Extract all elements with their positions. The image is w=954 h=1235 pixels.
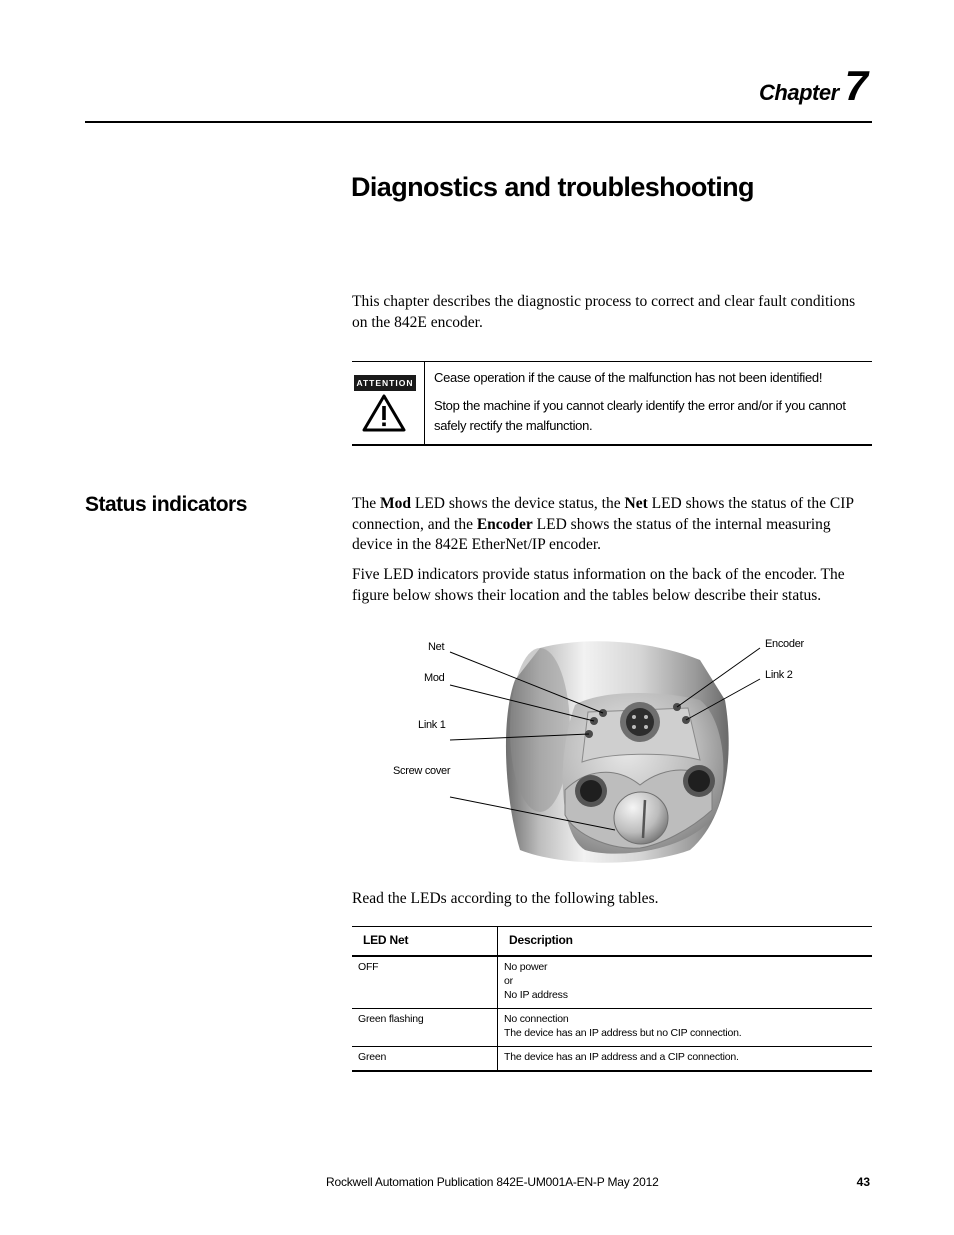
callout-net: Net [428,641,445,653]
callout-link-1: Link 1 [418,719,446,731]
attention-label: ATTENTION [354,375,416,391]
intro-paragraph: This chapter describes the diagnostic process to correct and clear fault conditions on the 842E encoder. [352,293,856,331]
column-header-description: Description [498,927,873,957]
encoder-photo [506,641,729,863]
cell-description [498,1047,873,1072]
table-row [352,1009,872,1047]
status-paragraph-1 [352,494,872,556]
attention-box [352,361,872,446]
text-run: The [352,495,380,512]
text-run: LED shows the status of the internal measuring device in the 842E EtherNet/IP encoder. [352,515,831,553]
status-paragraph-2: Five LED indicators provide status information on the back of the encoder. The figure below shows their location and the tables below describe their status. [352,566,845,604]
chapter-heading [759,62,868,110]
description-line: No connection [504,1013,569,1025]
term-mod: Mod [379,495,411,512]
description-line: The device has an IP address but no CIP connection. [504,1027,742,1039]
column-header-led: LED Net [352,927,498,957]
chapter-word: Chapter [759,80,839,105]
attention-line-2: Stop the machine if you cannot clearly identify the error and/or if you cannot safely rectify the malfunction. [434,398,846,433]
cell-led: Green [352,1047,498,1072]
text-run: LED shows the device status, the [410,495,625,512]
callout-encoder: Encoder [765,638,804,650]
description-line: No IP address [504,989,568,1001]
section-heading: Status indicators [85,493,247,516]
text-run: LED shows the status of the CIP connection, and the [352,495,854,533]
attention-divider [424,362,425,444]
cell-description [498,956,873,1009]
chapter-rule [85,121,872,123]
table-header-row [352,927,872,957]
page-number: 43 [856,1175,870,1189]
footer-publication: Rockwell Automation Publication 842E-UM001A-EN-P May 2012 [326,1175,659,1189]
description-line: The device has an IP address and a CIP connection. [504,1051,739,1063]
term-encoder: Encoder [476,515,533,533]
callout-mod: Mod [424,672,445,684]
callout-link-2: Link 2 [765,669,793,681]
description-line: No power [504,961,548,973]
callout-leaders [450,648,760,830]
table-row [352,1047,872,1072]
page-title: Diagnostics and troubleshooting [351,172,754,202]
description-line: or [504,975,513,987]
chapter-number: 7 [844,62,868,109]
attention-line-1: Cease operation if the cause of the malfunction has not been identified! [434,370,823,385]
tables-intro: Read the LEDs according to the following tables. [352,890,659,907]
cell-description [498,1009,873,1047]
warning-triangle-icon [362,394,406,432]
term-net: Net [624,495,648,512]
led-net-table [352,926,872,1072]
cell-led: OFF [352,956,498,1009]
callout-screw-cover: Screw cover [393,765,451,777]
table-row [352,956,872,1009]
cell-led: Green flashing [352,1009,498,1047]
